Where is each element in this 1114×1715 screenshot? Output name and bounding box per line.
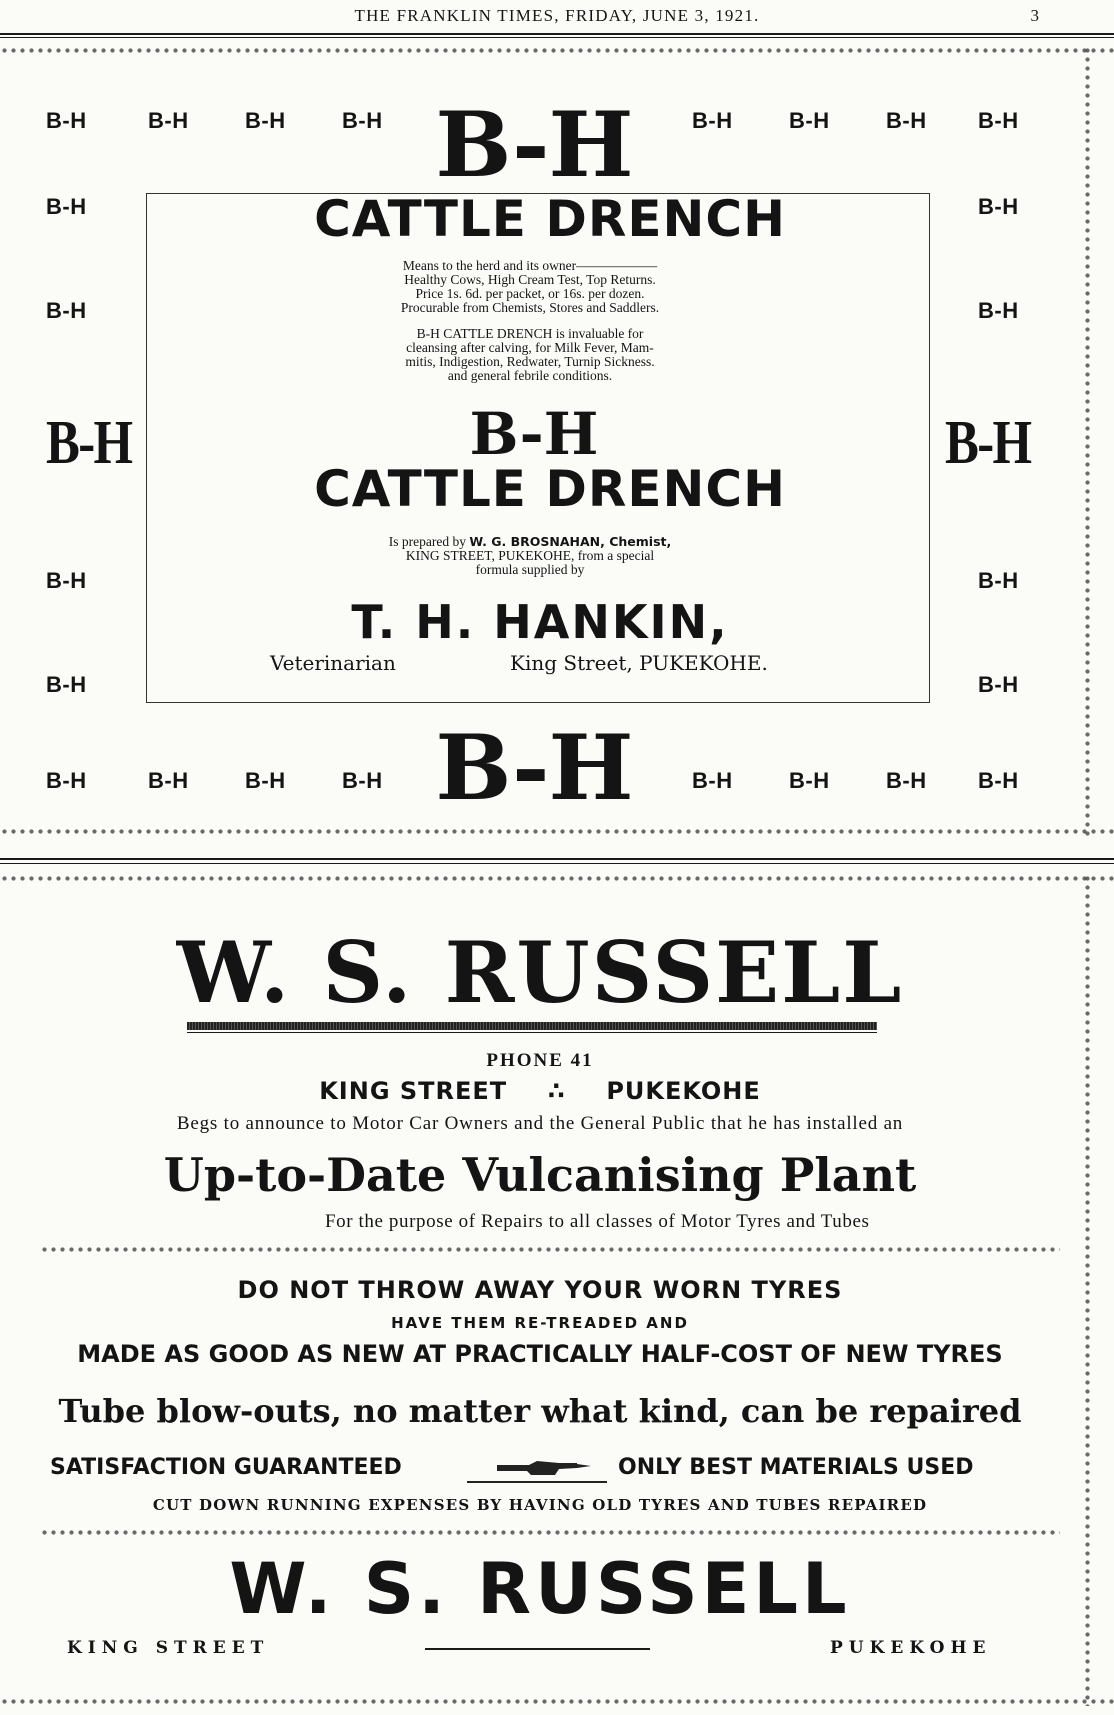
bh-mid-mark-right: B-H xyxy=(945,409,1031,477)
vet-address: King Street, PUKEKOHE. xyxy=(510,651,768,675)
best-materials: ONLY BEST MATERIALS USED xyxy=(618,1455,974,1480)
preparer-name: W. G. BROSNAHAN, Chemist, xyxy=(469,534,672,549)
benefits-line: Healthy Cows, High Cream Test, Top Returns. xyxy=(404,272,656,287)
ornamental-border-right xyxy=(1083,874,1092,1706)
bh-mark: B-H xyxy=(245,108,286,133)
benefits-line: Procurable from Chemists, Stores and Saddlers. xyxy=(400,300,660,315)
worn-tyres-line: DO NOT THROW AWAY YOUR WORN TYRES xyxy=(237,1276,843,1304)
ornamental-divider xyxy=(40,1528,1060,1537)
bh-mark: B-H xyxy=(978,568,1019,593)
benefits-line: Means to the herd and its owner—————— xyxy=(402,258,658,273)
benefits-line: Price 1s. 6d. per packet, or 16s. per dozen. xyxy=(415,286,645,301)
purpose-line: For the purpose of Repairs to all classes of Motor Tyres and Tubes xyxy=(325,1211,870,1232)
section-rule xyxy=(0,858,1114,860)
bh-mark: B-H xyxy=(692,768,733,793)
bh-mark: B-H xyxy=(886,768,927,793)
satisfaction-guaranteed: SATISFACTION GUARANTEED xyxy=(50,1455,402,1480)
bh-mark: B-H xyxy=(978,672,1019,697)
street-name: KING STREET xyxy=(319,1077,508,1105)
bh-mark: B-H xyxy=(245,768,286,793)
bh-big-mark-top: B-H xyxy=(435,92,633,198)
bh-mark: B-H xyxy=(46,768,87,793)
footer-town: PUKEKOHE xyxy=(830,1638,992,1658)
name-underline xyxy=(187,1022,877,1030)
header-rule-thin xyxy=(0,37,1114,38)
bh-mid-mark-left: B-H xyxy=(46,409,132,477)
footer-rule xyxy=(425,1648,650,1650)
bh-mark: B-H xyxy=(886,108,927,133)
bh-mark: B-H xyxy=(148,108,189,133)
bh-mark: B-H xyxy=(789,108,830,133)
section-rule-thin xyxy=(0,863,1114,864)
address-line xyxy=(250,1077,830,1105)
prepared-prefix: Is prepared by xyxy=(388,534,466,549)
prepared-formula: formula supplied by xyxy=(475,562,585,577)
ornamental-border-top xyxy=(0,46,1114,55)
advertiser-name-repeat: W. S. RUSSELL xyxy=(229,1548,851,1630)
uses-line: cleansing after calving, for Milk Fever, Mam- xyxy=(406,340,654,355)
vet-name: T. H. HANKIN, xyxy=(351,595,729,649)
bh-mark: B-H xyxy=(46,298,87,323)
benefits-paragraph xyxy=(330,259,730,315)
ornamental-border-bottom xyxy=(0,827,1114,836)
uses-line: mitis, Indigestion, Redwater, Turnip Sickness. xyxy=(405,354,655,369)
half-cost-line: MADE AS GOOD AS NEW AT PRACTICALLY HALF-COST OF NEW TYRES xyxy=(77,1340,1003,1368)
prepared-address: KING STREET, PUKEKOHE, from a special xyxy=(405,548,655,563)
bh-inner-mark: B-H xyxy=(469,400,599,468)
blowout-line: Tube blow-outs, no matter what kind, can be repaired xyxy=(58,1392,1022,1430)
prepared-by xyxy=(330,535,730,549)
ornamental-border-bottom xyxy=(0,1697,1114,1706)
bh-mark: B-H xyxy=(978,768,1019,793)
advertiser-name: W. S. RUSSELL xyxy=(176,923,904,1022)
town-name: PUKEKOHE xyxy=(606,1077,761,1105)
bh-mark: B-H xyxy=(978,194,1019,219)
address-separator: ∴ xyxy=(547,1077,566,1105)
pointing-hand-icon xyxy=(467,1457,607,1485)
uses-line: B-H CATTLE DRENCH is invaluable for xyxy=(416,326,644,341)
bh-mark: B-H xyxy=(46,568,87,593)
product-title-repeat: CATTLE DRENCH xyxy=(314,460,786,518)
page-number: 3 xyxy=(1030,6,1039,25)
phone-number: PHONE 41 xyxy=(486,1050,594,1071)
header-rule xyxy=(0,33,1114,35)
vulcanising-headline: Up-to-Date Vulcanising Plant xyxy=(163,1148,917,1202)
ornamental-border-top xyxy=(0,874,1114,883)
footer-street: KING STREET xyxy=(67,1638,270,1658)
running-expenses-line: CUT DOWN RUNNING EXPENSES BY HAVING OLD TYRES AND TUBES REPAIRED xyxy=(152,1496,928,1514)
bh-mark: B-H xyxy=(46,194,87,219)
bh-mark: B-H xyxy=(978,298,1019,323)
product-title: CATTLE DRENCH xyxy=(314,190,786,248)
name-underline-thin xyxy=(187,1032,877,1033)
newspaper-title: THE FRANKLIN TIMES, FRIDAY, JUNE 3, 1921. xyxy=(354,6,760,25)
announcement: Begs to announce to Motor Car Owners and the General Public that he has installed an xyxy=(176,1113,904,1134)
running-head xyxy=(0,6,1114,32)
uses-paragraph xyxy=(330,327,730,383)
vet-title: Veterinarian xyxy=(270,651,396,675)
bh-mark: B-H xyxy=(46,108,87,133)
bh-mark: B-H xyxy=(342,768,383,793)
bh-mark: B-H xyxy=(342,108,383,133)
bh-mark: B-H xyxy=(46,672,87,697)
bh-big-mark-bottom: B-H xyxy=(435,715,633,821)
bh-mark: B-H xyxy=(148,768,189,793)
ornamental-border-right xyxy=(1083,46,1092,836)
ornamental-divider xyxy=(40,1245,1060,1254)
uses-line: and general febrile conditions. xyxy=(447,368,613,383)
bh-mark: B-H xyxy=(978,108,1019,133)
retread-line: HAVE THEM RE-TREADED AND xyxy=(391,1314,689,1332)
bh-mark: B-H xyxy=(789,768,830,793)
bh-mark: B-H xyxy=(692,108,733,133)
